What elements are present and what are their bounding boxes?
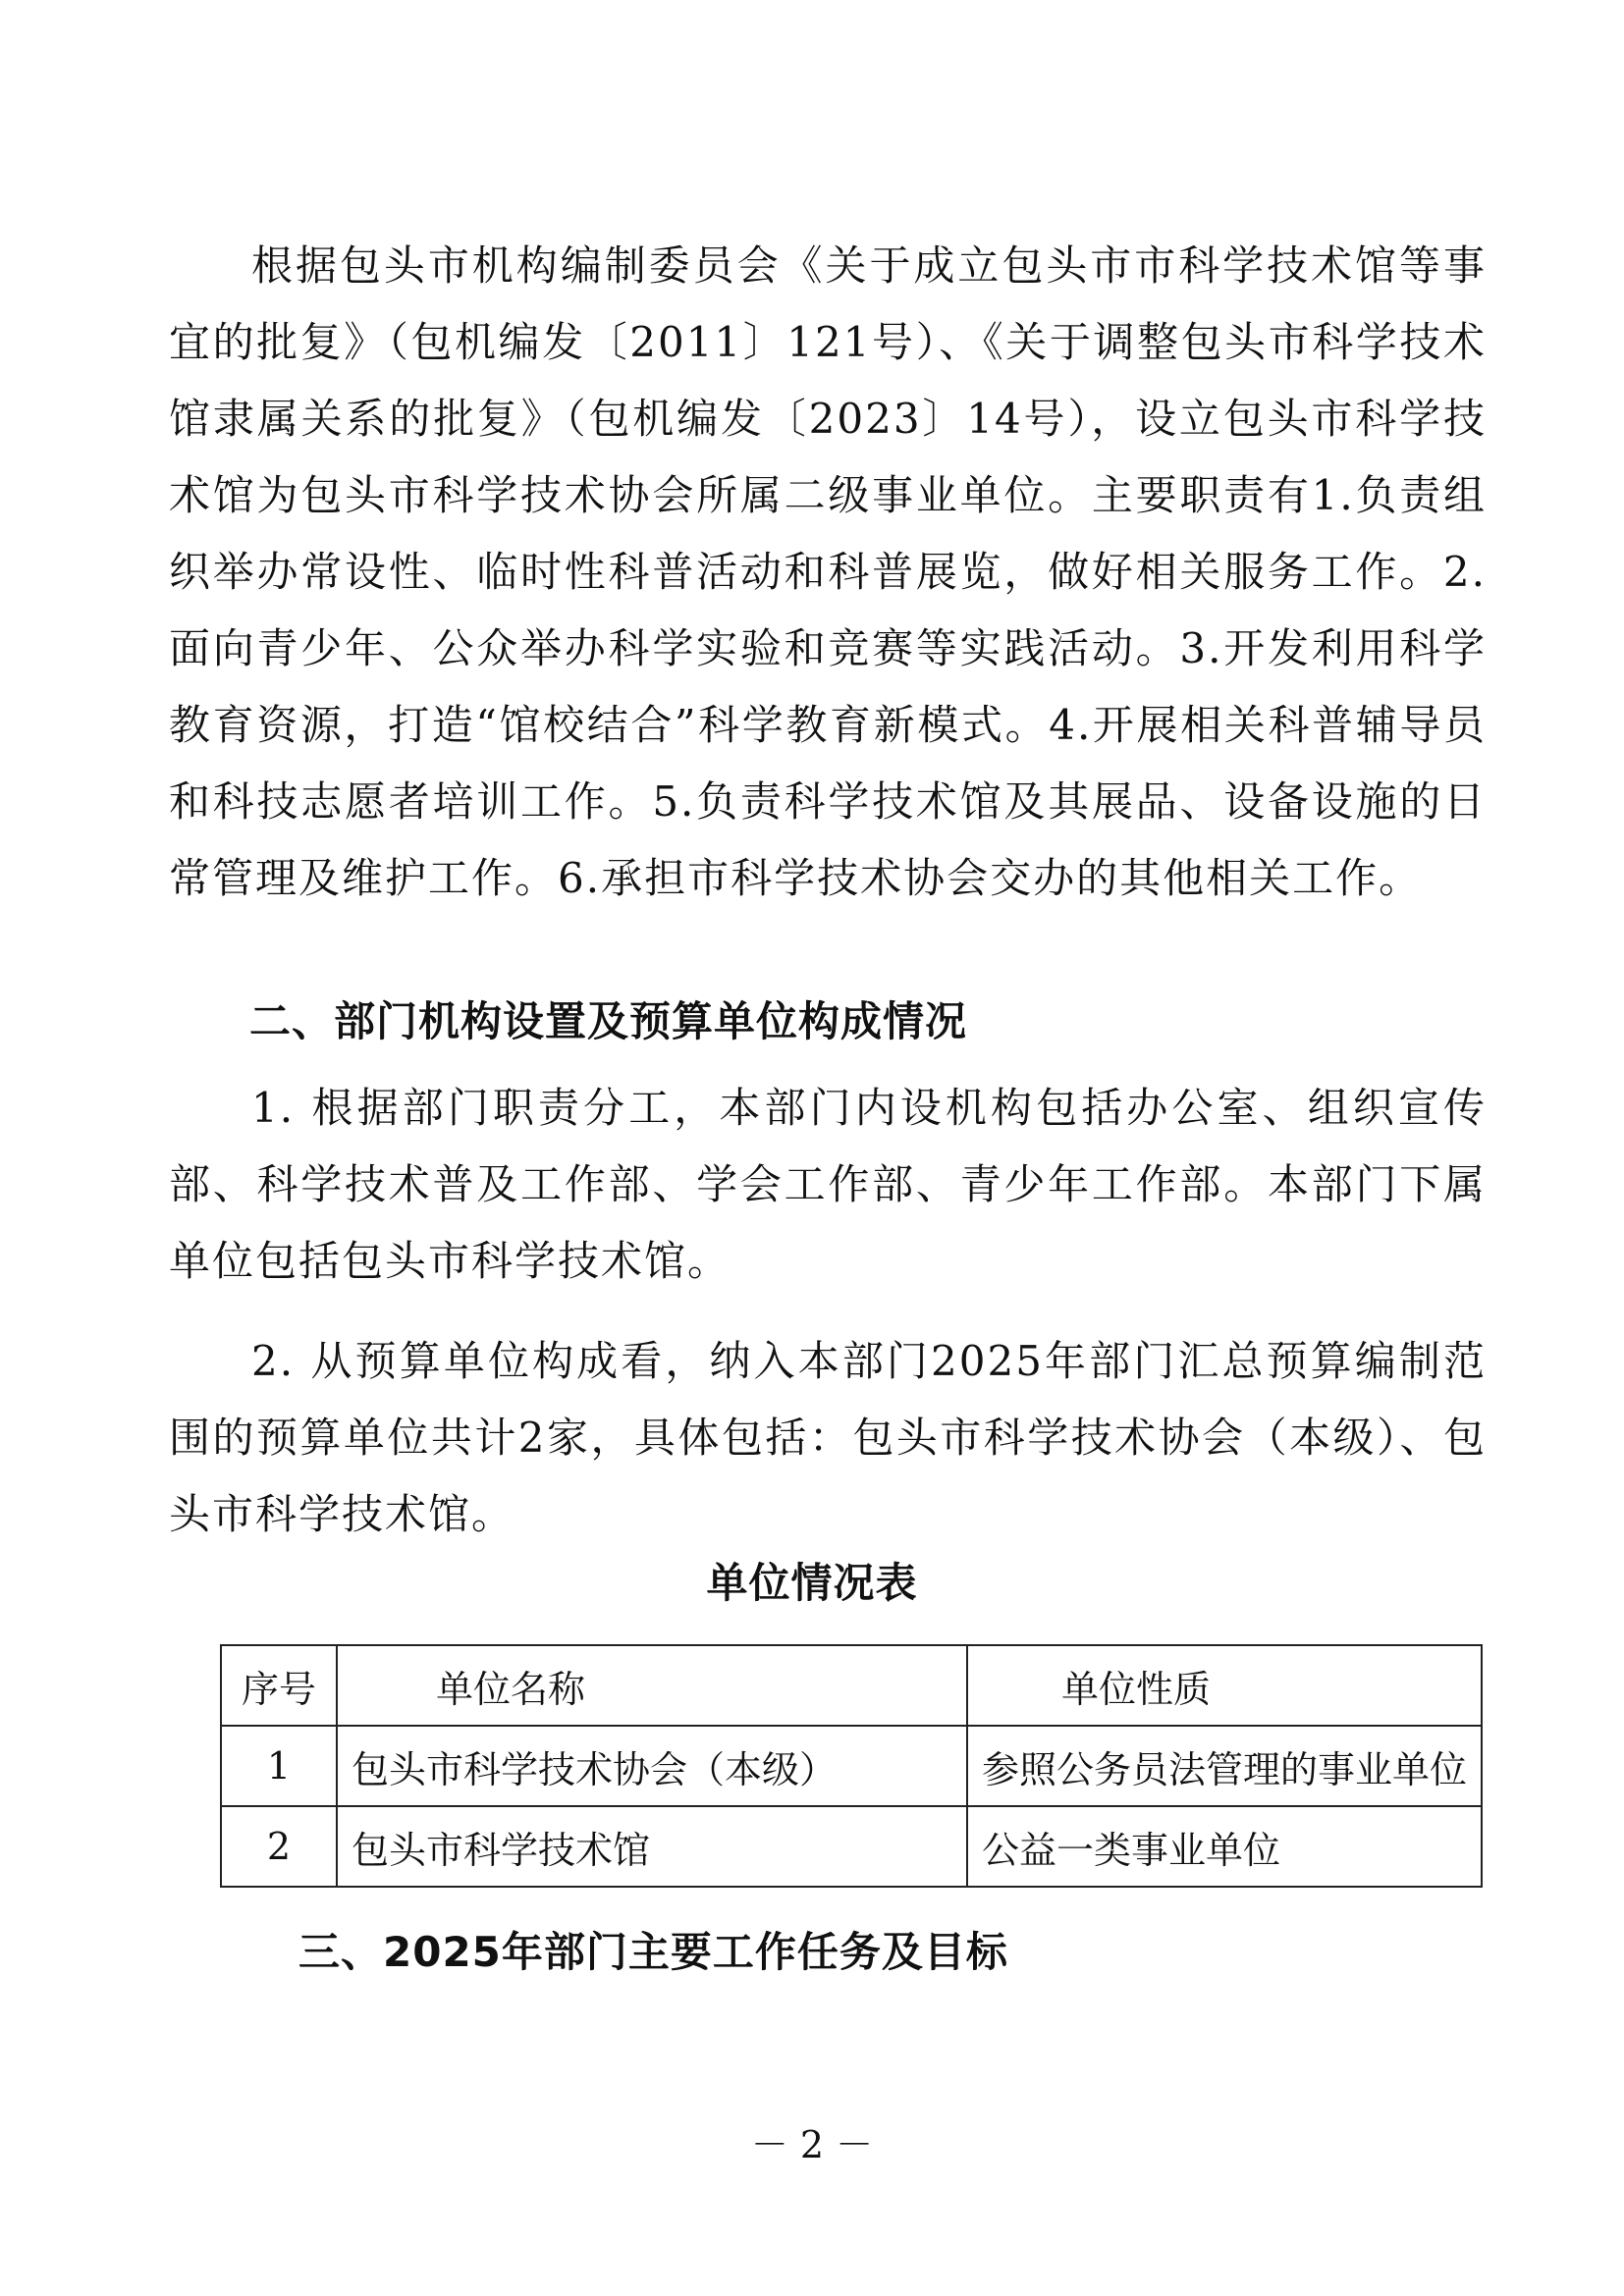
page-number: － 2 － bbox=[750, 2123, 874, 2166]
table-header-row bbox=[221, 1645, 1482, 1726]
cell-no: 2 bbox=[221, 1806, 337, 1887]
cell-nature: 参照公务员法管理的事业单位 bbox=[967, 1726, 1482, 1806]
header-nature: 单位性质 bbox=[967, 1645, 1482, 1726]
section-2-paragraph-2: 2. 从预算单位构成看，纳入本部门2025年部门汇总预算编制范围的预算单位共计2家，具体包括：包头市科学技术协会（本级）、包头市科学技术馆。 bbox=[169, 1337, 1487, 1538]
table-row bbox=[221, 1726, 1482, 1806]
table-caption: 单位情况表 bbox=[706, 1559, 918, 1607]
header-no: 序号 bbox=[221, 1645, 337, 1726]
section-2-paragraph-1: 1. 根据部门职责分工，本部门内设机构包括办公室、组织宣传部、科学技术普及工作部、学会工作部、青少年工作部。本部门下属单位包括包头市科学技术馆。 bbox=[169, 1084, 1487, 1285]
cell-nature: 公益一类事业单位 bbox=[967, 1806, 1482, 1887]
cell-name: 包头市科学技术协会（本级） bbox=[337, 1726, 967, 1806]
cell-no: 1 bbox=[221, 1726, 337, 1806]
header-name: 单位名称 bbox=[337, 1645, 967, 1726]
unit-table bbox=[220, 1644, 1483, 1888]
table-row bbox=[221, 1806, 1482, 1887]
cell-name: 包头市科学技术馆 bbox=[337, 1806, 967, 1887]
section-2-heading: 二、部门机构设置及预算单位构成情况 bbox=[249, 997, 968, 1045]
section-3-heading: 三、2025年部门主要工作任务及目标 bbox=[298, 1928, 1008, 1976]
intro-paragraph: 根据包头市机构编制委员会《关于成立包头市市科学技术馆等事宜的批复》（包机编发〔2011〕121号）、《关于调整包头市科学技术馆隶属关系的批复》（包机编发〔2023〕14号），设立包头市科学技术馆为包头市科学技术协会所属二级事业单位。主要职责有1.负责组织举办常设性、临时性科普活动和科普展览，做好相关服务工作。2.面向青少年、公众举办科学实验和竞赛等实践活动。3.开发利用科学教育资源，打造“馆校结合”科学教育新模式。4.开展相关科普辅导员和科技志愿者培训工作。5.负责科学技术馆及其展品、设备设施的日常管理及维护工作。6.承担市科学技术协会交办的其他相关工作。 bbox=[169, 241, 1487, 902]
